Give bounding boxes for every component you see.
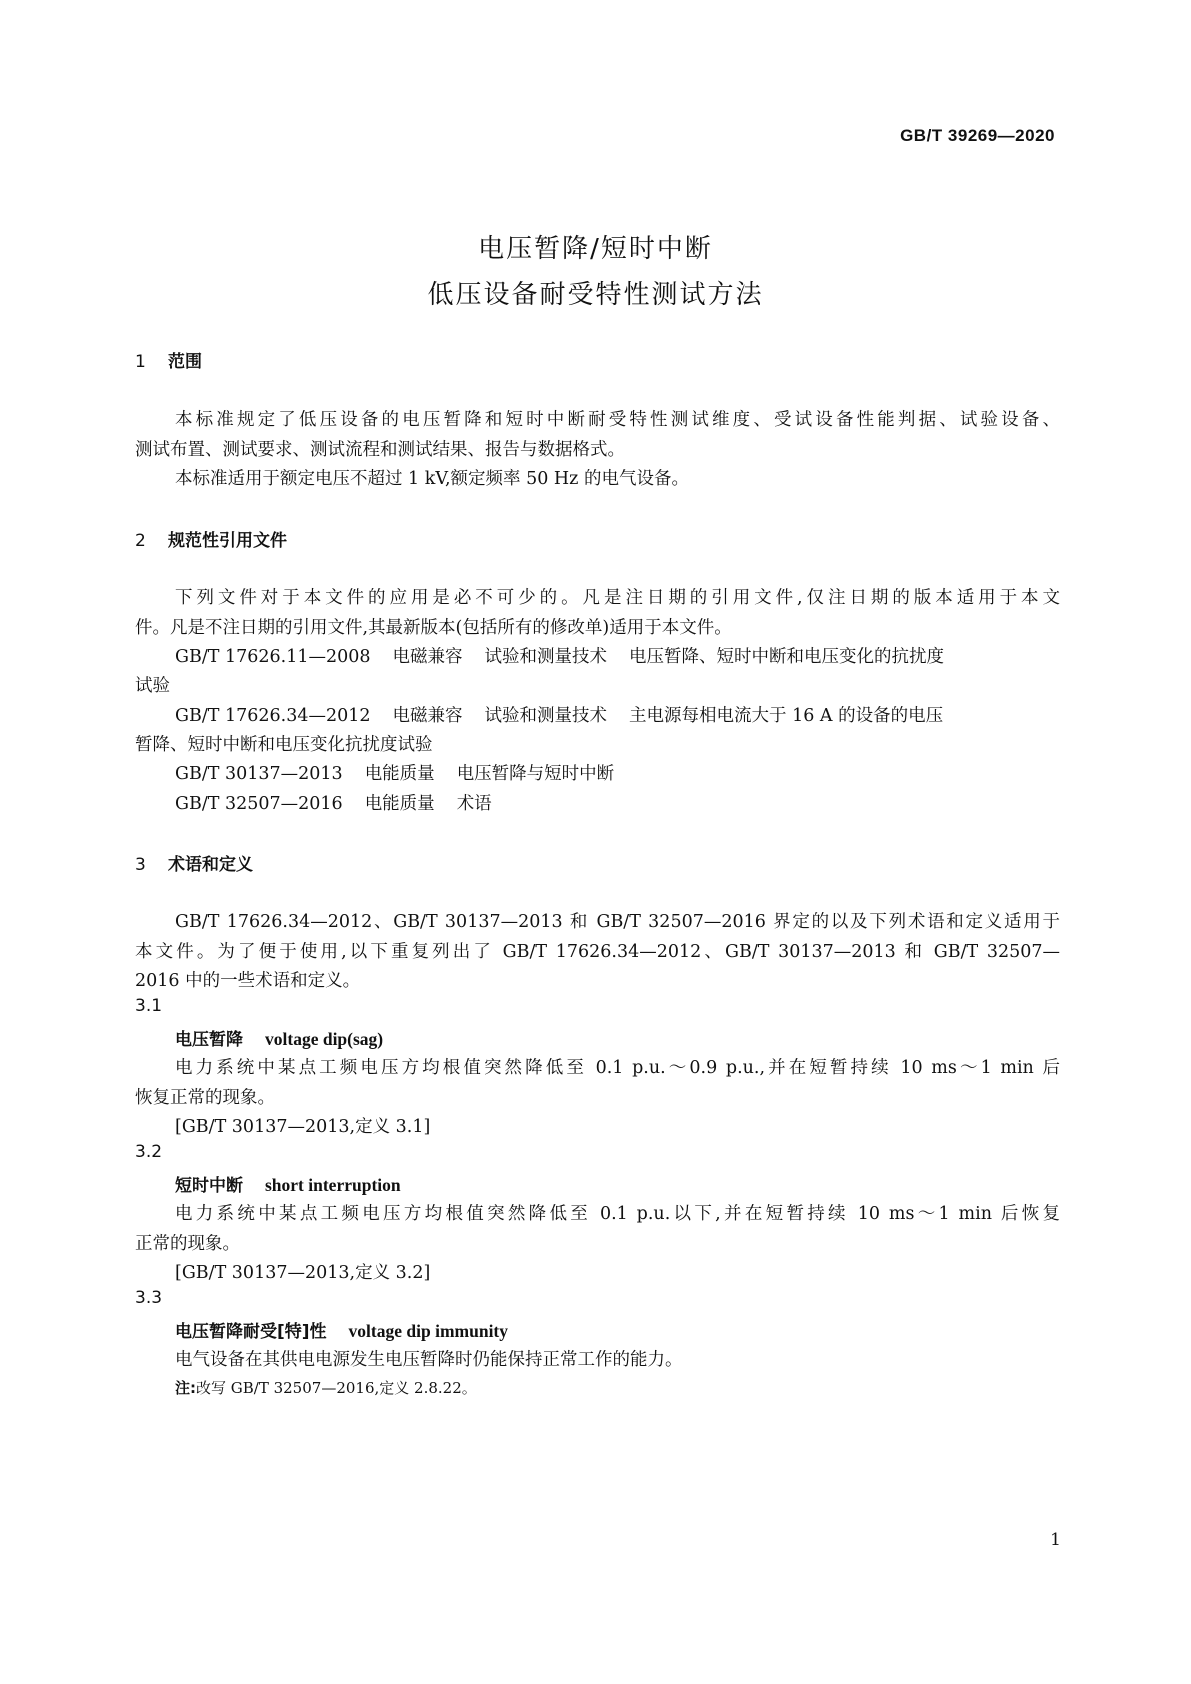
paragraph-line: 本标准适用于额定电压不超过 1 kV,额定频率 50 Hz 的电气设备。 (175, 469, 689, 489)
page-number: 1 (1050, 1530, 1061, 1550)
paragraph-line: 件。凡是不注日期的引用文件,其最新版本(包括所有的修改单)适用于本文件。 (135, 618, 732, 638)
term-zh: 电压暂降 (175, 1030, 243, 1050)
definition-source: [GB/T 30137—2013,定义 3.1] (175, 1117, 431, 1137)
reference-title-part: 电能质量 (364, 794, 435, 814)
definition-line: 电力系统中某点工频电压方均根值突然降低至 0.1 p.u.以下,并在短暂持续 10 ms～1 min 后恢复 (175, 1204, 1060, 1224)
reference-title-part: 电压暂降与短时中断 (456, 764, 615, 784)
term-number: 3.1 (135, 996, 163, 1016)
reference-title-part: 试验和测量技术 (484, 647, 608, 667)
term-heading (175, 1025, 383, 1050)
section-heading-terms-definitions (135, 850, 253, 875)
section-number: 3 (135, 855, 146, 875)
reference-title-part: 电压暂降、短时中断和电压变化的抗扰度 (629, 647, 945, 667)
definition-line: 电力系统中某点工频电压方均根值突然降低至 0.1 p.u.～0.9 p.u.,并在短暂持续 10 ms～1 min 后 (175, 1058, 1060, 1078)
term-number: 3.2 (135, 1142, 163, 1162)
paragraph-line: 2016 中的一些术语和定义。 (135, 971, 361, 991)
reference-code: GB/T 17626.34—2012 (175, 706, 371, 726)
reference-title-part: 术语 (456, 794, 492, 814)
paragraph-line: 本文件。为了便于使用,以下重复列出了 GB/T 17626.34—2012、GB/T 30137—2013 和 GB/T 32507— (135, 942, 1060, 962)
paragraph-line: 测试布置、测试要求、测试流程和测试结果、报告与数据格式。 (135, 440, 625, 460)
reference-title-part: 试验和测量技术 (484, 706, 608, 726)
paragraph-line: 下列文件对于本文件的应用是必不可少的。凡是注日期的引用文件,仅注日期的版本适用于本文 (175, 588, 1060, 608)
reference-entry (175, 760, 1060, 785)
term-en: short interruption (265, 1175, 401, 1195)
definition-line: 电气设备在其供电电源发生电压暂降时仍能保持正常工作的能力。 (175, 1350, 683, 1370)
section-title: 范围 (168, 352, 202, 372)
reference-entry-continuation: 试验 (135, 676, 170, 696)
reference-code: GB/T 32507—2016 (175, 794, 343, 814)
term-heading (175, 1171, 401, 1196)
reference-title-part: 主电源每相电流大于 16 A 的设备的电压 (629, 706, 944, 726)
document-title-line1: 电压暂降/短时中断 (478, 234, 713, 264)
section-heading-scope (135, 347, 202, 372)
note-label: 注: (175, 1379, 196, 1397)
definition-source: [GB/T 30137—2013,定义 3.2] (175, 1263, 431, 1283)
section-title: 术语和定义 (168, 855, 253, 875)
reference-code: GB/T 17626.11—2008 (175, 647, 371, 667)
definition-line: 恢复正常的现象。 (135, 1088, 275, 1108)
section-title: 规范性引用文件 (168, 531, 287, 551)
section-number: 2 (135, 531, 146, 551)
term-note (175, 1377, 477, 1398)
reference-entry (175, 643, 1060, 668)
document-title-line2: 低压设备耐受特性测试方法 (427, 280, 764, 310)
reference-entry-continuation: 暂降、短时中断和电压变化抗扰度试验 (135, 735, 433, 755)
reference-title-part: 电磁兼容 (392, 647, 463, 667)
paragraph-line: GB/T 17626.34—2012、GB/T 30137—2013 和 GB/T 32507—2016 界定的以及下列术语和定义适用于 (175, 912, 1060, 932)
section-heading-normative-references (135, 526, 287, 551)
reference-title-part: 电磁兼容 (392, 706, 463, 726)
reference-entry (175, 790, 1060, 815)
note-text: 改写 GB/T 32507—2016,定义 2.8.22。 (196, 1379, 477, 1397)
term-zh: 短时中断 (175, 1176, 243, 1196)
reference-entry (175, 702, 1060, 727)
standard-code: GB/T 39269—2020 (900, 126, 1055, 145)
term-number: 3.3 (135, 1288, 163, 1308)
reference-title-part: 电能质量 (364, 764, 435, 784)
term-en: voltage dip(sag) (265, 1029, 384, 1049)
term-heading (175, 1317, 508, 1342)
term-zh: 电压暂降耐受[特]性 (175, 1322, 327, 1342)
reference-code: GB/T 30137—2013 (175, 764, 343, 784)
definition-line: 正常的现象。 (135, 1234, 240, 1254)
term-en: voltage dip immunity (348, 1321, 509, 1341)
section-number: 1 (135, 352, 146, 372)
paragraph-line: 本标准规定了低压设备的电压暂降和短时中断耐受特性测试维度、受试设备性能判据、试验设备、 (175, 410, 1060, 430)
